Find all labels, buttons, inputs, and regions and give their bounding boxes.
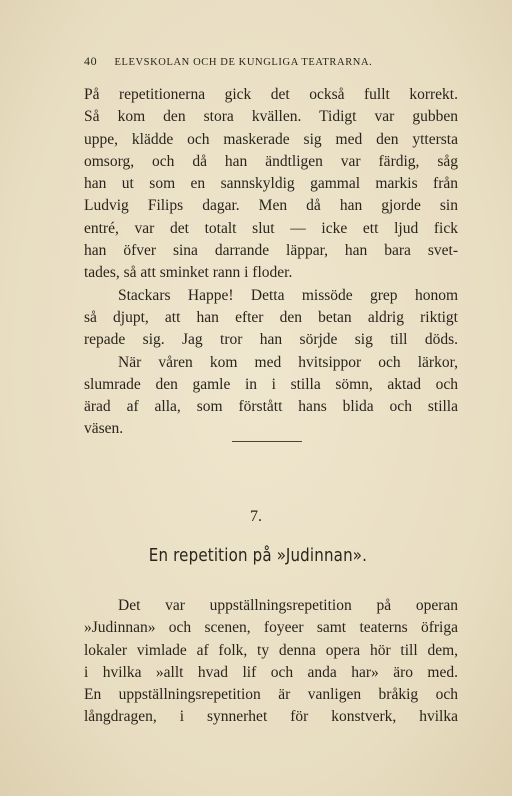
text-line: så djupt, att han efter den betan aldrig riktigt xyxy=(84,308,458,326)
text-line: Så kom den stora kvällen. Tidigt var gubben xyxy=(84,108,458,126)
running-title: ELEVSKOLAN OCH DE KUNGLIGA TEATRARNA. xyxy=(114,57,373,68)
page-number: 40 xyxy=(84,54,98,68)
section-divider xyxy=(232,441,302,442)
chapter-title: En repetition på »Judinnan». xyxy=(148,546,368,566)
text-line: långdragen, i synnerhet för konstverk, hvilka xyxy=(84,708,458,726)
text-line: uppe, klädde och maskerade sig med den yttersta xyxy=(84,130,458,148)
text-line: tades, så att sminket rann i floder. xyxy=(84,264,293,282)
bottom-text-block xyxy=(84,595,458,729)
text-line: På repetitionerna gick det också fullt korrekt. xyxy=(84,86,458,103)
text-line: ärad af alla, som förstått hans blida och stilla xyxy=(84,398,458,416)
text-line: »Judinnan» och scenen, foyeer samt teaterns öfriga xyxy=(84,619,458,637)
chapter-number: 7. xyxy=(250,508,262,525)
text-line: Det var uppställningsrepetition på operan xyxy=(118,597,458,614)
text-line: han ut som en sannskyldig gammal markis från xyxy=(84,175,458,193)
running-header xyxy=(84,54,424,69)
text-line: han öfver sina darrande läppar, han bara svet- xyxy=(84,242,458,260)
text-line: omsorg, och då han ändtligen var färdig, såg xyxy=(84,152,458,170)
text-line: väsen. xyxy=(84,420,124,438)
text-line: lokaler vimlade af folk, ty denna opera hör till dem, xyxy=(84,641,458,659)
text-line: En uppställningsrepetition är vanligen bråkig och xyxy=(84,686,458,704)
text-line: Ludvig Filips dagar. Men då han gjorde sin xyxy=(84,197,458,215)
text-line: Stackars Happe! Detta missöde grep honom xyxy=(118,286,458,304)
text-line: När våren kom med hvitsippor och lärkor, xyxy=(118,353,458,371)
text-line: entré, var det totalt slut — icke ett ljud fick xyxy=(84,219,458,237)
text-line: slumrade den gamle in i stilla sömn, aktad och xyxy=(84,375,458,393)
top-text-block xyxy=(84,84,458,441)
text-line: repade sig. Jag tror han sörjde sig till döds. xyxy=(84,331,458,349)
text-line: i hvilka »allt hvad lif och anda har» äro med. xyxy=(84,663,458,681)
